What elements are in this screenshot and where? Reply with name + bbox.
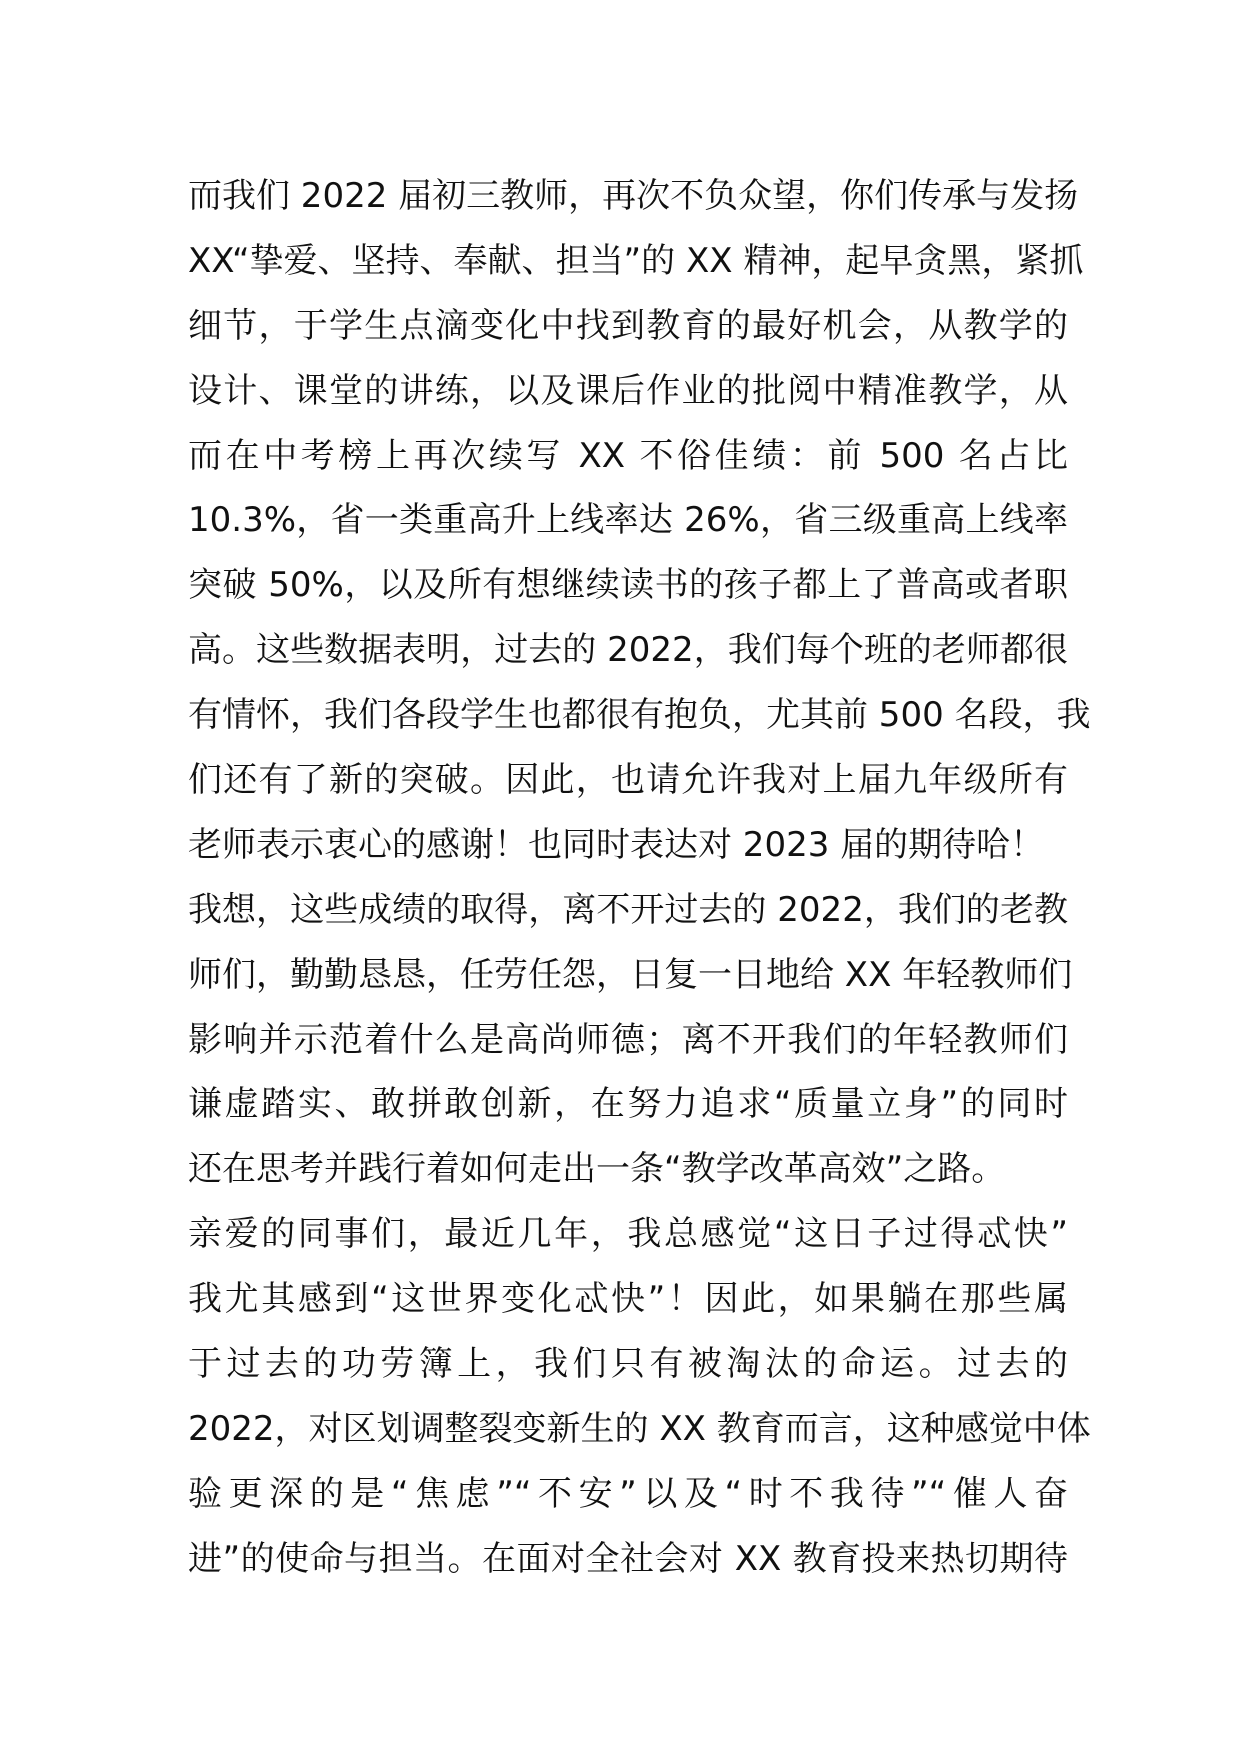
- text-line: 高。这些数据表明，过去的 2022，我们每个班的老师都很: [188, 630, 1068, 671]
- text-line: 而我们 2022 届初三教师，再次不负众望，你们传承与发扬: [188, 176, 1079, 216]
- text-line: 我想，这些成绩的取得，离不开过去的 2022，我们的老教: [188, 889, 1068, 930]
- text-line: 老师表示衷心的感谢！也同时表达对 2023 届的期待哈！: [188, 824, 1045, 865]
- text-line: 细节，于学生点滴变化中找到教育的最好机会，从教学的: [188, 305, 1068, 346]
- text-line: 突破 50%，以及所有想继续读书的孩子都上了普高或者职: [188, 565, 1068, 606]
- text-line: 有情怀，我们各段学生也都很有抱负，尤其前 500 名段，我: [188, 695, 1091, 736]
- text-line: 我尤其感到“这世界变化忒快”！因此，如果躺在那些属: [188, 1279, 1068, 1320]
- text-line: XX“挚爱、坚持、奉献、担当”的 XX 精神，起早贪黑，紧抓: [188, 240, 1084, 281]
- text-line: 师们，勤勤恳恳，任劳任怨，日复一日地给 XX 年轻教师们: [188, 954, 1073, 995]
- text-line: 亲爱的同事们，最近几年，我总感觉“这日子过得忒快”: [188, 1214, 1068, 1255]
- text-line: 于过去的功劳簿上，我们只有被淘汰的命运。过去的: [188, 1344, 1068, 1385]
- text-line: 设计、课堂的讲练，以及课后作业的批阅中精准教学，从: [188, 370, 1068, 411]
- text-line: 10.3%，省一类重高升上线率达 26%，省三级重高上线率: [188, 500, 1068, 541]
- text-line: 验更深的是“焦虑”“不安”以及“时不我待”“催人奋: [188, 1473, 1068, 1514]
- body-text: [188, 164, 1091, 1592]
- text-line: 谦虚踏实、敢拼敢创新，在努力追求“质量立身”的同时: [188, 1084, 1068, 1125]
- text-line: 进”的使命与担当。在面对全社会对 XX 教育投来热切期待: [188, 1538, 1068, 1579]
- text-line: 们还有了新的突破。因此，也请允许我对上届九年级所有: [188, 760, 1068, 801]
- text-line: 还在思考并践行着如何走出一条“教学改革高效”之路。: [188, 1149, 1006, 1190]
- text-line: 而在中考榜上再次续写 XX 不俗佳绩：前 500 名占比: [188, 435, 1068, 476]
- text-line: 2022，对区划调整裂变新生的 XX 教育而言，这种感觉中体: [188, 1408, 1091, 1449]
- text-line: 影响并示范着什么是高尚师德；离不开我们的年轻教师们: [188, 1019, 1068, 1060]
